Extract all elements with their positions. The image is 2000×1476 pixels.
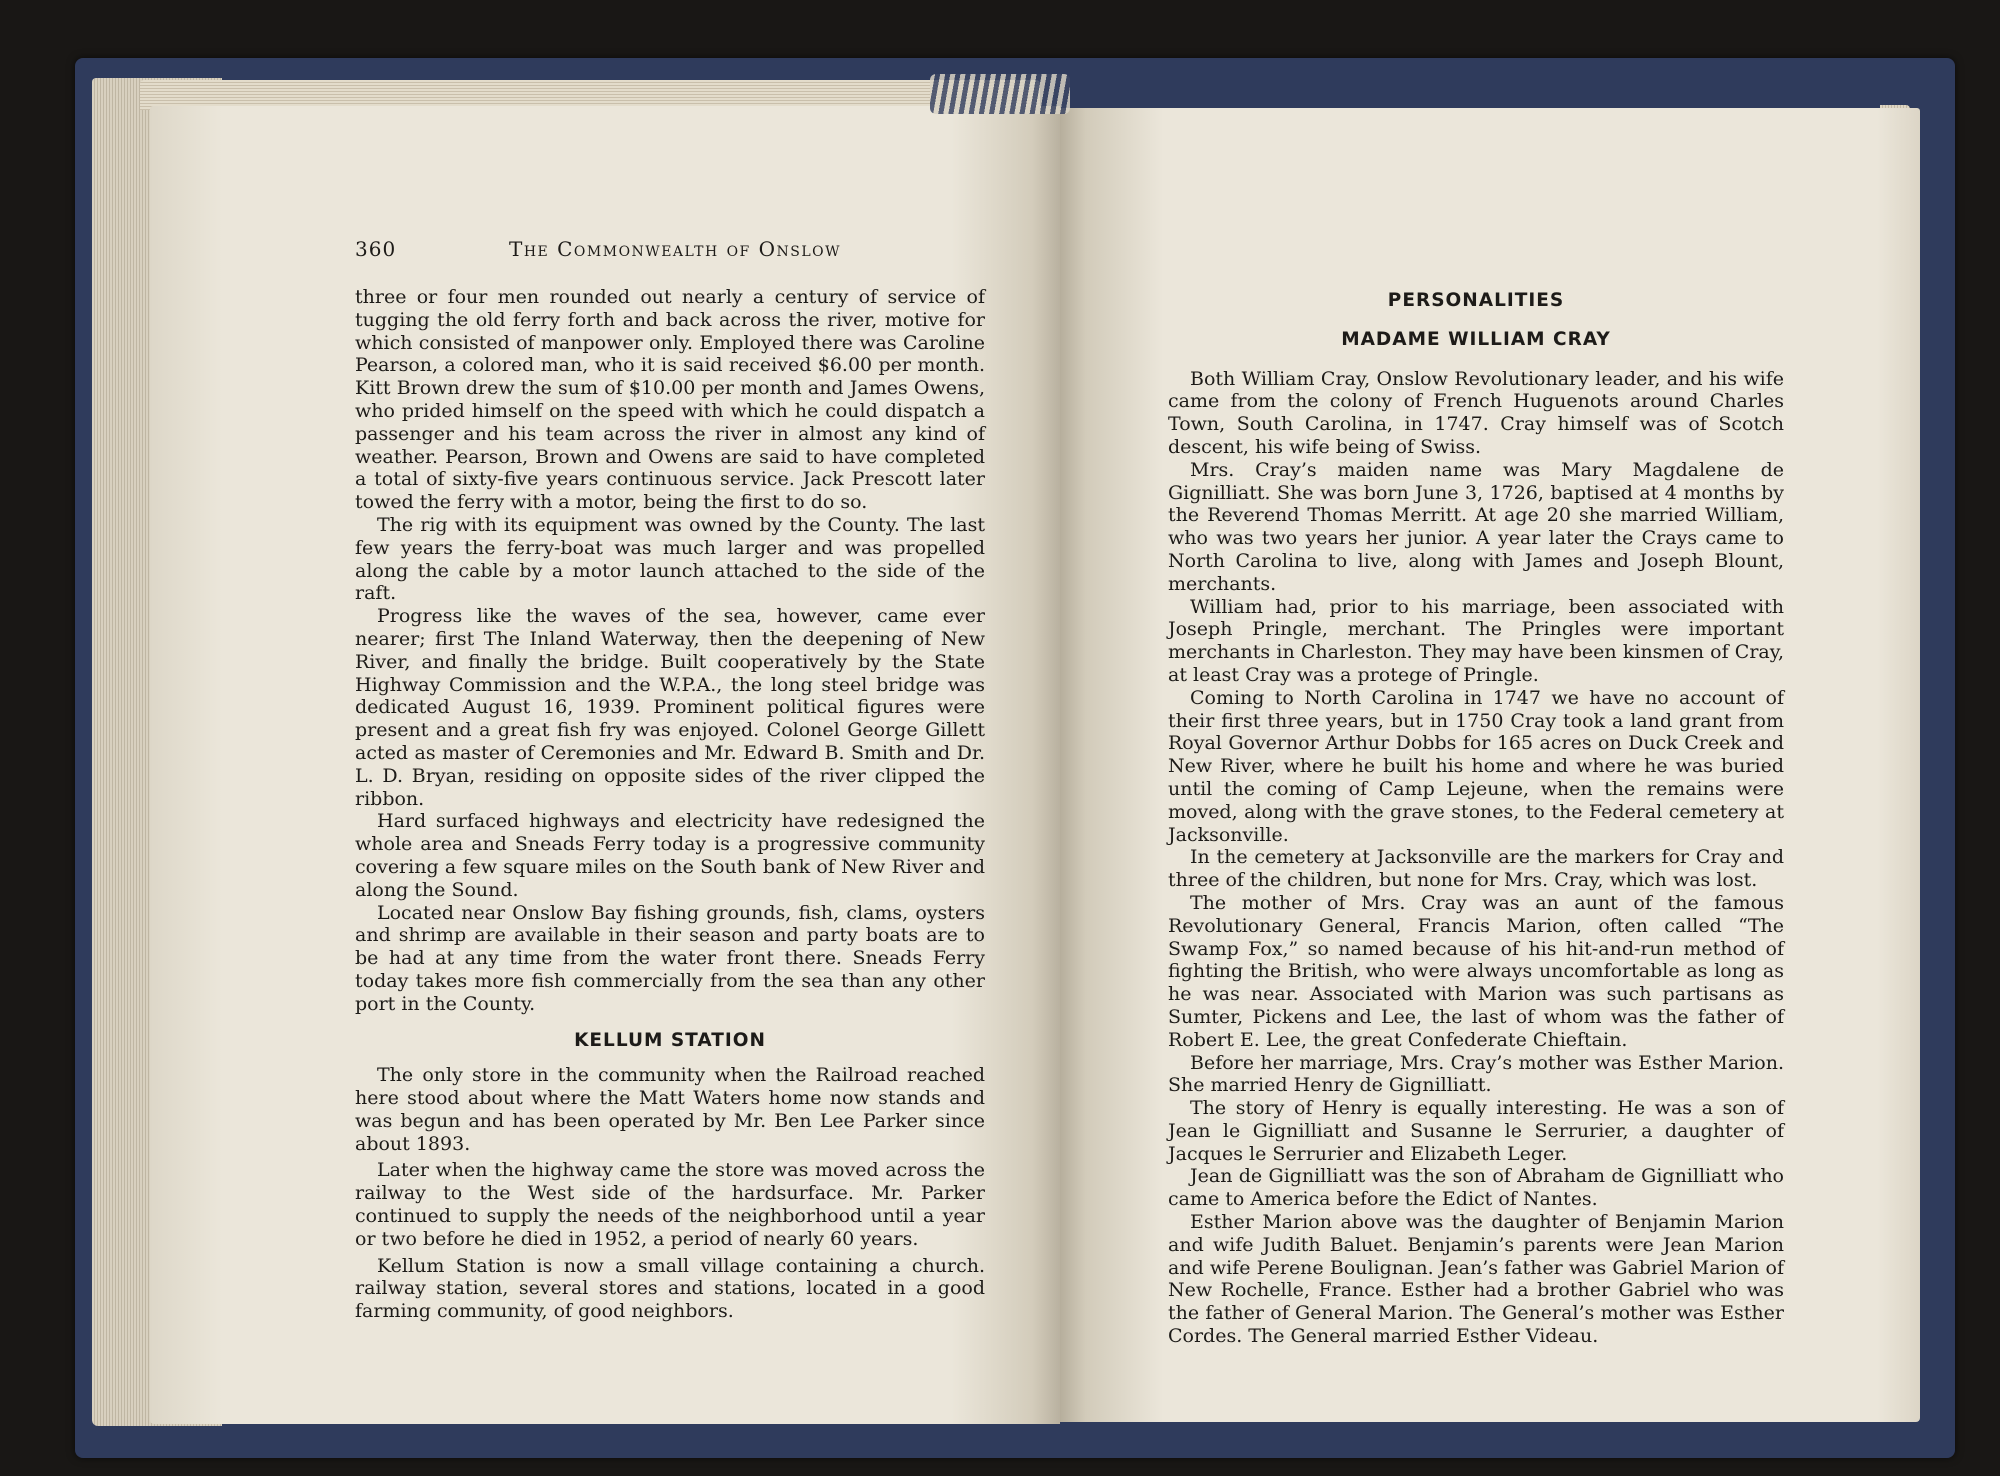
paragraph: The only store in the community when the Railroad reached here stood about where the Matt Waters home now stands and was begun and has been operated by Mr. Ben Lee Parker since about 1893. <box>355 1064 985 1155</box>
paragraph: Progress like the waves of the sea, however, came ever nearer; first The Inland Waterway, then the deepening of New River, and finally the bridge. Built cooperatively by the State Highway Commission and the W.P.A., the long steel bridge was dedicated August 16, 1939. Prominent political figures were present and a great fish fry was enjoyed. Colonel George Gillett acted as master of Ceremonies and Mr. Edward B. Smith and Dr. L. D. Bryan, residing on opposite sides of the river clipped the ribbon. <box>355 605 985 810</box>
book-title: The Commonwealth of Onslow <box>509 237 842 261</box>
paragraph: Hard surfaced highways and electricity have redesigned the whole area and Sneads Ferry today is a progressive community covering a few square miles on the South bank of New River and along the Sound. <box>355 810 985 901</box>
paragraph: Kellum Station is now a small village containing a church. railway station, several stores and stations, located in a good farming community, of good neighbors. <box>355 1254 985 1323</box>
section-heading-personalities: PERSONALITIES <box>1387 290 1565 311</box>
spine-stitching <box>930 74 1070 114</box>
paragraph: The story of Henry is equally interesting. He was a son of Jean le Gignilliatt and Susanne le Serrurier, a daughter of Jacques le Serrurier and Elizabeth Leger. <box>1168 1097 1784 1165</box>
paragraph: three or four men rounded out nearly a century of service of tugging the old ferry forth and back across the river, motive for which consisted of manpower only. Employed there was Caroline Pearson, a colored man, who it is said received $6.00 per month. Kitt Brown drew the sum of $10.00 per month and James Owens, who prided himself on the speed with which he could dispatch a passenger and his team across the river in almost any kind of weather. Pearson, Brown and Owens are said to have completed a total of sixty-five years continuous service. Jack Prescott later towed the ferry with a motor, being the first to do so. <box>355 286 985 514</box>
subheading-madame-william-cray: MADAME WILLIAM CRAY <box>1341 328 1611 350</box>
paragraph: The rig with its equipment was owned by the County. The last few years the ferry-boat was much larger and was propelled along the cable by a motor launch attached to the side of the raft. <box>355 513 985 605</box>
section-heading-kellum-station: KELLUM STATION <box>574 1029 766 1051</box>
right-column-text <box>1168 290 1784 1348</box>
paragraph: Before her marriage, Mrs. Cray’s mother was Esther Marion. She married Henry de Gignilliatt. <box>1168 1051 1784 1097</box>
paragraph: The mother of Mrs. Cray was an aunt of the famous Revolutionary General, Francis Marion, often called “The Swamp Fox,” so named because of his hit-and-run method of fighting the British, who were always uncomfortable as long as he was near. Associated with Marion was such partisans as Sumter, Pickens and Lee, the last of whom was the father of Robert E. Lee, the great Confederate Chieftain. <box>1168 891 1784 1051</box>
paragraph: Both William Cray, Onslow Revolutionary leader, and his wife came from the colony of French Huguenots around Charles Town, South Carolina, in 1747. Cray himself was of Scotch descent, his wife being of Swiss. <box>1168 367 1784 458</box>
paragraph: Located near Onslow Bay fishing grounds, fish, clams, oysters and shrimp are available in their season and party boats are to be had at any time from the water front there. Sneads Ferry today takes more fish commercially from the sea than any other port in the County. <box>355 901 985 1015</box>
paragraph: Esther Marion above was the daughter of Benjamin Marion and wife Judith Baluet. Benjamin’s parents were Jean Marion and wife Perene Boulignan. Jean’s father was Gabriel Marion of New Rochelle, France. Esther had a brother Gabriel who was the father of General Marion. The General’s mother was Esther Cordes. The General married Esther Videau. <box>1168 1211 1784 1348</box>
paragraph: Later when the highway came the store was moved across the railway to the West side of the hardsurface. Mr. Parker continued to supply the needs of the neighborhood until a year or two before he died in 1952, a period of nearly 60 years. <box>355 1159 985 1250</box>
paragraph: Mrs. Cray’s maiden name was Mary Magdalene de Gignilliatt. She was born June 3, 1726, baptised at 4 months by the Reverend Thomas Merritt. At age 20 she married William, who was two years her junior. A year later the Crays came to North Carolina to live, along with James and Joseph Blount, merchants. <box>1168 458 1784 595</box>
paragraph: In the cemetery at Jacksonville are the markers for Cray and three of the children, but none for Mrs. Cray, which was lost. <box>1168 846 1784 892</box>
paragraph: William had, prior to his marriage, been associated with Joseph Pringle, merchant. The Pringles were important merchants in Charleston. They may have been kinsmen of Cray, at least Cray was a protege of Pringle. <box>1168 595 1784 686</box>
paragraph: Jean de Gignilliatt was the son of Abraham de Gignilliatt who came to America before the Edict of Nantes. <box>1168 1165 1784 1211</box>
paragraph: Coming to North Carolina in 1747 we have no account of their first three years, but in 1750 Cray took a land grant from Royal Governor Arthur Dobbs for 165 acres on Duck Creek and New River, where he built his home and where he was buried until the coming of Camp Lejeune, when the remains were moved, along with the grave stones, to the Federal cemetery at Jacksonville. <box>1168 686 1784 846</box>
page-number: 360 <box>355 237 397 261</box>
left-column-text <box>355 286 985 1323</box>
